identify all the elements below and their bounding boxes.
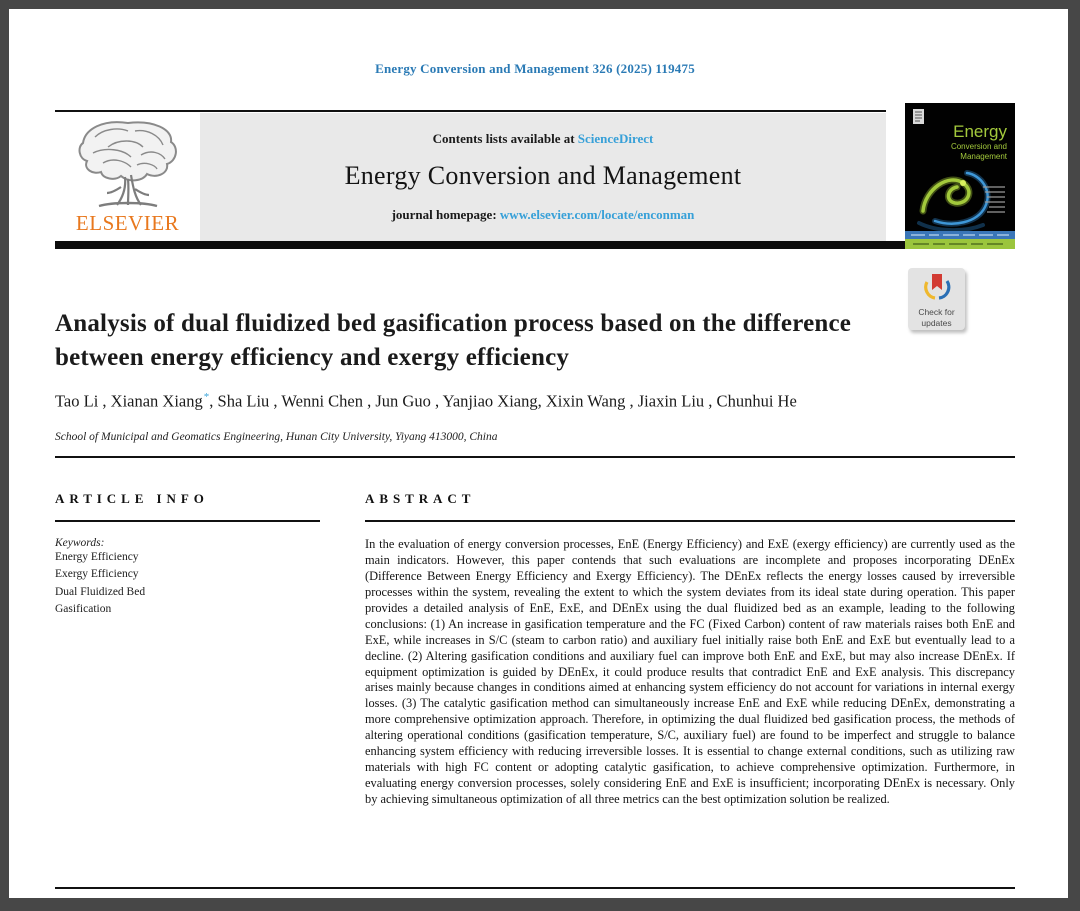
journal-citation-link[interactable]: Energy Conversion and Management 326 (2025) 119475	[375, 61, 695, 76]
keywords-label: Keywords:	[55, 537, 105, 549]
keyword-item: Energy Efficiency	[55, 551, 139, 563]
authors-rest: , Sha Liu , Wenni Chen , Jun Guo , Yanjiao Xiang, Xixin Wang , Jiaxin Liu , Chunhui He	[209, 391, 797, 410]
header-divider-rule	[55, 456, 1015, 458]
abstract-text: In the evaluation of energy conversion processes, EnE (Energy Efficiency) and ExE (exergy efficiency) are currently used as the main indicators. However, this paper contends that such evaluations are incomplete and proposes incorporating DEnEx (Difference Between Energy Efficiency and Exergy Efficiency). The DEnEx reflects the energy losses caused by irreversible processes within the system, revealing the extent to which the system deviates from its ideal state during operation. This paper provides a detailed analysis of EnE, ExE, and DEnEx using the dual fluidized bed as an example, leading to the following conclusions: (1) An increase in gasification temperature and the FC (Fixed Carbon) content of raw materials raises both EnE and ExE, while increases in S/C (steam to carbon ratio) and auxiliary fuel initially raise both EnE and ExE but eventually lead to a decline. (2) Altering gasification conditions and auxiliary fuel can improve both EnE and ExE, but may also increase DEnEx. If equipment optimization is guided by DEnEx, it could produce results that contradict EnE and ExE analysis. This discrepancy arises mainly because changes in conditions aimed at enhancing system efficiency do not account for variations in internal exergy losses. (3) The catalytic gasification method can simultaneously increase EnE and ExE while reducing DEnEx, demonstrating a more comprehensive optimization approach. Therefore, in optimizing the dual fluidized bed gasification process, the methods of altering operational conditions (gasification temperature, S/C, auxiliary fuel) are found to be imperfect and struggle to balance enhancing system efficiency with reducing irreversible losses. It is essential to change external conditions, such as utilizing raw materials with high FC content or adopting catalytic gasification, to achieve comprehensive optimization. Furthermore, in evaluating energy conversion processes, solely considering EnE and ExE is insufficient; incorporating DEnEx is necessary. Only by achieving simultaneous optimization of all three metrics can the best optimization solution be realized.	[365, 537, 1015, 806]
elsevier-logo[interactable]	[55, 113, 200, 241]
page-bottom-rule	[55, 887, 1015, 889]
abstract-rule	[365, 520, 1015, 522]
badge-label: Check for updates	[918, 307, 955, 328]
abstract-heading: ABSTRACT	[365, 491, 476, 506]
journal-masthead	[200, 113, 886, 241]
authors-lead: Tao Li , Xianan Xiang	[55, 391, 203, 410]
keyword-item: Gasification	[55, 602, 112, 615]
article-info-heading: ARTICLE INFO	[55, 491, 209, 506]
crossmark-icon	[922, 289, 952, 306]
elsevier-wordmark: ELSEVIER	[75, 211, 180, 235]
info-abstract-section	[55, 491, 1015, 808]
article-info-column	[55, 491, 320, 808]
banner-bottom-rule	[55, 241, 1015, 249]
elsevier-tree-icon	[55, 117, 200, 213]
journal-banner	[55, 103, 1015, 249]
svg-text:Conversion and: Conversion and	[950, 142, 1007, 151]
banner-top-rule	[55, 110, 886, 112]
svg-text:Management: Management	[960, 152, 1007, 161]
affiliation: School of Municipal and Geomatics Engineering, Hunan City University, Yiyang 413000, China	[55, 431, 498, 443]
homepage-prefix: journal homepage:	[391, 207, 500, 222]
article-title: Analysis of dual fluidized bed gasification process based on the difference between energy efficiency and exergy efficiency	[55, 310, 852, 371]
abstract-column	[365, 491, 1015, 808]
corresponding-author-marker[interactable]: *	[203, 390, 210, 403]
homepage-line	[392, 207, 695, 223]
paper-page	[9, 9, 1068, 898]
check-for-updates-button[interactable]	[908, 268, 965, 330]
contents-list-line	[433, 131, 654, 147]
keyword-item: Exergy Efficiency	[55, 568, 139, 581]
article-info-rule	[55, 520, 320, 522]
contents-prefix: Contents lists available at	[432, 131, 578, 146]
author-list	[55, 391, 925, 412]
journal-cover-thumbnail[interactable]	[905, 103, 1015, 249]
sciencedirect-link[interactable]: ScienceDirect	[577, 131, 654, 146]
cover-title-energy: Energy	[953, 122, 1007, 141]
homepage-link[interactable]: www.elsevier.com/locate/enconman	[499, 207, 695, 222]
keyword-item: Dual Fluidized Bed	[55, 585, 146, 598]
journal-title: Energy Conversion and Management	[344, 161, 742, 190]
